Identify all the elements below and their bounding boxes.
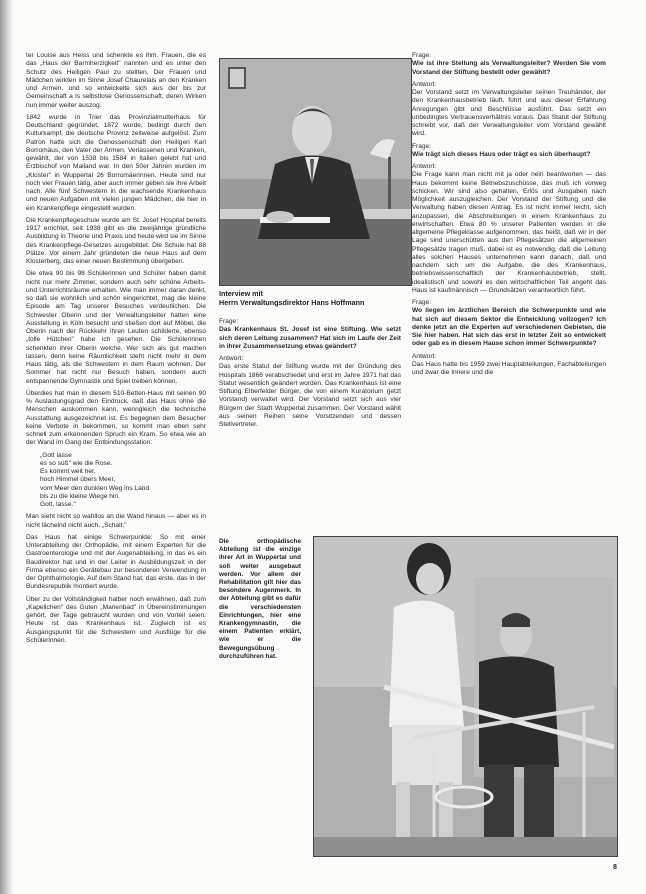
qa-label: Frage: xyxy=(412,299,432,306)
photo-caption: Die orthopädische Abteilung ist die einzige ihrer Art in Wuppertal und soll weiter ausgebaut werden. Vor allem der Rehabilitation gilt hier das besondere Augenmerk. In der Abteilung gibt es dafür die verschiedensten Einrichtungen, hier eine Krankengymnastin, die einem Patienten erklärt, wie er die Bewegungsübung durchzuführen hat. xyxy=(219,538,301,660)
qa-label: Frage: xyxy=(219,318,239,325)
question-text: Wie trägt sich dieses Haus oder trägt es sich überhaupt? xyxy=(412,150,591,158)
paragraph: Das Haus hat einige Schwerpunkte: So mit einer Unterabteilung der Orthopädie, mit einem Experten für die Gastroenterologie und mit der Augenabteilung, in das es ein Baudirektor hat und in der Leiter in Ausbildungszeit in der Firma ebenso ein Gerätebau zur besonderen Verwendung in der Ophthalmologie. Auf dem Stand hat, das erste, das in der Bundesrepublik montiert wurde. xyxy=(26,533,206,591)
poem-line: hoch Himmel übers Meer, xyxy=(40,476,116,484)
interview-column-middle xyxy=(219,318,401,533)
binding-shadow xyxy=(0,0,14,894)
paragraph: Überdies hat man in diesem 510-Betten-Haus mit seinen 90 % Auslastungsgrad den Eindruck, daß das Haus ohne die Menschen auskommen kann, wenngleich die technische Ausstattung ausgezeichnet ist. Es begegnen dem Besucher keine Verbote in bekommen, so kommt man eben sehr schnell zum erkennenden Spruch ein Kram. So etwa wie an der Wand im Gang der Entbindungsstation: xyxy=(26,389,206,447)
article-column-left xyxy=(26,52,206,872)
portrait-illustration xyxy=(220,59,411,285)
answer-text: Der Vorstand setzt im Verwaltungsleiter seinen Treuhänder, der den Krankenhausbetrieb läuft, führt und aus dieser Erfahrung Anregungen gibt und Beschlüsse ausführt. Das setzt ein unbedingtes Vertrauensverhältnis voraus. Das Statut der Stiftung schreibt vor, daß der Verwaltungsleiter vom Vorstand gewählt wird. xyxy=(412,89,606,138)
answer-text: Das erste Statut der Stiftung wurde mit der Gründung des Hospitals 1866 verabschiedet und erst im Jahre 1971 hat das Statut wesentlich geändert worden. Das Krankenhaus ist eine Stiftung Elberfelder Bürger, die von einem Kuratorium (jetzt Vorstand) verwaltet wird. Der Vorstand setzt sich aus vier Bürgern der Stadt Wuppertal zusammen. Der Vorstand wählt aus seinen Reihen seine Vorsitzenden und dessen Stellvertreter. xyxy=(219,363,401,428)
poem-line: Gott, lasse." xyxy=(40,501,76,508)
question-text: Wo liegen im ärztlichen Bereich die Schwerpunkte und wie hat sich auf diesem Sektor die Entwicklung vollzogen? Ich denke jetzt an die Experten auf verschiedenen Gebieten, die Sie hier haben. Hat sich das erst in letzter Zeit so entwickelt oder gab es in diesem Hause schon immer Schwerpunkte? xyxy=(412,307,606,348)
interview-heading-line: Interview mit xyxy=(219,289,263,298)
answer-text: Das Haus hatte bis 1959 zwei Hauptabteilungen, Fachabteilungen und zwar die Innere und die xyxy=(412,360,606,376)
therapy-illustration xyxy=(314,537,617,856)
therapy-photo xyxy=(313,536,618,857)
interview-heading xyxy=(219,289,404,307)
answer-text: Die Frage kann man nicht mit ja oder nein beantworten — das Haus bekommt keine Betriebszuschüsse, das muß ich vorweg schicken. Wir sind also gehalten, Erlös und Ausgaben nach Möglichkeit auszugleichen. Der Vorstand der Stiftung und die Verwaltung haben diesen Antrag. Es ist nicht immer leicht, sich anzupassen, die Abschreibungen in einem Krankenhaus zu erwirtschaften. Etwa 80 % unserer Patienten werden in die allgemeine Pflegeklasse aufgenommen, das heißt, daß wir in der Lage sind unerschütten aus den Pflegesätzen die allgemeinen Pflegesätze tragen muß, dabei ist es notwendig, daß die Leitung alles solchen Hauses unternehmen kann danach, daß und nachdem sich um die Aufgabe, die des Krankenhaus, betriebswissenschaftlich der Krankenhausbetrieb, stellt, idealistisch und sowohl es den wirtschaftlichen Teil angeht das Haus ist kaufmännisch — Grundsätzen verantwortlich führt. xyxy=(412,171,606,294)
portrait-photo xyxy=(219,58,412,286)
poem-line: bis zu die kleine Wiege hin. xyxy=(40,492,120,500)
poem-line: es so süß" wie die Rose. xyxy=(40,459,113,467)
question-text: Wie ist ihre Stellung als Verwaltungsleiter? Werden Sie vom Vorstand der Stiftung bestellt oder gewählt? xyxy=(412,60,606,76)
poem-line: vom Meer den dunklen Weg ins Land xyxy=(40,484,150,492)
qa-label: Frage: xyxy=(412,142,432,150)
paragraph: ter Louise aus Heiss und schenkte es ihm. Frauen, die es das „Haus der Barmherzigkeit" nannten und es unter den Schutz des Heiligen Paul zu stellten. Der Frauen und Mädchen wirkten im Sinne Josef Chaurelais an den Kranken und Armen, und so entwickelte sich aus der bis zur Gemeinschaft a ls selbstlose Genossenschaft, deren Wirken nun immer weiter auszog. xyxy=(26,52,206,109)
question-text: Das Krankenhaus St. Josef ist eine Stiftung. Wie setzt sich deren Leitung zusammen? Hat sich im Laufe der Zeit in ihrer Zusammensetzung etwas geändert? xyxy=(219,326,401,350)
poem-quote xyxy=(40,452,206,510)
interview-heading-line: Herrn Verwaltungsdirektor Hans Hoffmann xyxy=(219,298,365,307)
paragraph: Man sieht nicht so wahllos an die Wand hinaus — aber es in nicht lächelnd nicht auch. „Schalt." xyxy=(26,513,206,529)
paragraph: Die Krankenpflegeschule wurde am St. Josef Hospital bereits 1917 errichtet, seit 1938 gibt es die zweijährige gründliche Ausbildung in Theorie und Praxis und heute wird sie im Sinne des Krankenpflege-Gesetzes ausgebildet. Die Schule hat 88 Plätze. Vor einem Jahr gründeten die neue Haus auf dem Klosterberg, das einer neuen Bestimmung übergeben. xyxy=(26,216,206,265)
qa-label: Antwort: xyxy=(412,163,437,170)
interview-column-right xyxy=(412,52,606,532)
qa-label: Antwort: xyxy=(412,80,437,88)
paragraph: Die etwa 90 bis 98 Schülerinnen und Schüler haben damit nicht nur mehr Zimmer, sondern auch sehr schöne Arbeits- und Unterrichtsräume erhalten. Wie man immer daran denkt, so daß sie wohnlich und schön eingerichtet, mag die kleine Episode am Tag unserer Besuches verdeutlichen: Die Schwester Oberin und der Verwaltungsleiter hatten eine Ausstellung in Köln besucht und stießen dort auf Möbel, die Oberin nach der Rückkehr ihren Leuten schilderte, ebenso „tolle Hütchen" habe ich gesehen. Die Schülerinnen schenkten ihrer Oberin welche. Wer sich als gut machen lassen, denn keine Räumlichkeit steht nicht mehr in dem Haus tätig, als die Schwestern in dem Raum wohnen. Der Sommer hat nicht nur Besuch haben, sondern auch entspannende Gymnastik und Spiel treiben können. xyxy=(26,270,206,385)
paragraph: Über zu der Vollständigkeit halber noch erwähnen, daß zum „Kapellchen" des Guten „Marienbad" in Übereinstimmungen gehört, der Tage gebraucht wurden und von Vorteil seien. Heute ist das Krankenhaus ist. Zugleich ist es Ausgangspunkt für die Schwestern und Ausflüge für die Schülerinnen. xyxy=(26,595,206,644)
paragraph: 1842 wurde in Trier das Provinzialmutterhaus für Deutschland gegründet, 1872 wurde, bedingt durch den Kulturkampf, die deutsche Provinz zeitweise aufgelöst. Zum Patron hatte sich die Genossenschaft den Heiligen Karl Borromäus, den Vater der Armen, Verlassenen und Kranken, gewählt, der von 1538 bis 1584 in Italien gelebt hat und Erzbischof von Mailand war. In den 50er Jahren wurden im „Kloster" in Wuppertal 26 Borromäerinnen. Heute sind nur noch vier Frauen tätig, aber auch immer geben sie ihre Arbeit nach. Alle fünf Schwestern in die wachsende Krankenhaus und neuen Aufgaben mit vielen jungen Mädchen, die hier in ein Krankenpflege eingestellt wurden. xyxy=(26,113,206,212)
qa-label: Antwort: xyxy=(219,355,244,362)
page-number: 8 xyxy=(613,864,617,871)
poem-line: „Gott lasse xyxy=(40,451,72,459)
poem-line: Es kommt weit her, xyxy=(40,468,96,475)
qa-label: Frage: xyxy=(412,52,432,59)
qa-label: Antwort: xyxy=(412,352,437,360)
